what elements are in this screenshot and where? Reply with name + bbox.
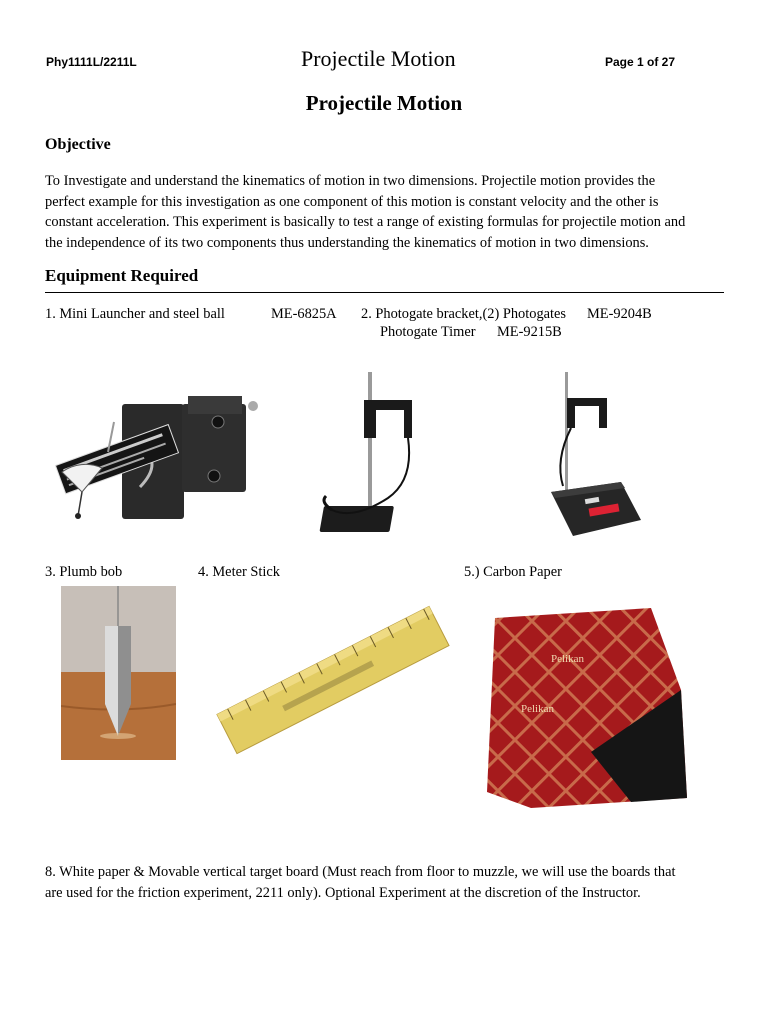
carbon-paper-brand: Pelikan	[551, 653, 584, 665]
carbon-paper-brand: Pelikan	[521, 703, 554, 715]
objective-line: perfect example for this investigation as one component of this motion is constant velocity and the other is	[45, 193, 659, 210]
mini-launcher-image	[48, 392, 266, 524]
item2-code: ME-9204B	[587, 306, 652, 322]
plumb-bob-image	[61, 586, 176, 760]
item1-code: ME-6825A	[271, 306, 337, 322]
meter-stick-image	[216, 600, 450, 760]
section-divider	[45, 292, 724, 293]
objective-line: constant acceleration. This experiment is basically to test a range of existing formulas for projectile motion and	[45, 214, 686, 230]
item5-label: 5.) Carbon Paper	[464, 564, 562, 580]
item2-sub-code: ME-9215B	[497, 324, 562, 340]
objective-heading: Objective	[45, 136, 111, 153]
item3-label: 3. Plumb bob	[45, 564, 123, 580]
photogate-stand-image	[318, 370, 426, 538]
item8-paragraph	[45, 862, 735, 903]
equipment-heading: Equipment Required	[45, 266, 199, 285]
objective-paragraph	[45, 171, 735, 253]
item8-line: 8. White paper & Movable vertical target board (Must reach from floor to muzzle, we will use the boards that	[45, 864, 676, 880]
page-indicator: Page 1 of 27	[605, 55, 676, 69]
carbon-paper-image	[481, 602, 689, 814]
item8-line: are used for the friction experiment, 2211 only). Optional Experiment at the discretion of the Instructor.	[45, 884, 641, 901]
page-title: Projectile Motion	[305, 91, 463, 115]
course-code: Phy1111L/2211L	[46, 55, 137, 69]
header-title: Projectile Motion	[301, 46, 456, 71]
item2-sub-label: Photogate Timer	[380, 324, 476, 340]
item4-label: 4. Meter Stick	[198, 564, 280, 580]
photogate-timer-image	[545, 370, 645, 542]
objective-line: To Investigate and understand the kinematics of motion in two dimensions. Projectile motion provides the	[45, 173, 656, 189]
objective-line: the independence of its two components thus understanding the kinematics of motion in two dimensions.	[45, 234, 649, 251]
item1-label: 1. Mini Launcher and steel ball	[45, 306, 225, 322]
item2-label: 2. Photogate bracket,(2) Photogates	[361, 306, 567, 322]
